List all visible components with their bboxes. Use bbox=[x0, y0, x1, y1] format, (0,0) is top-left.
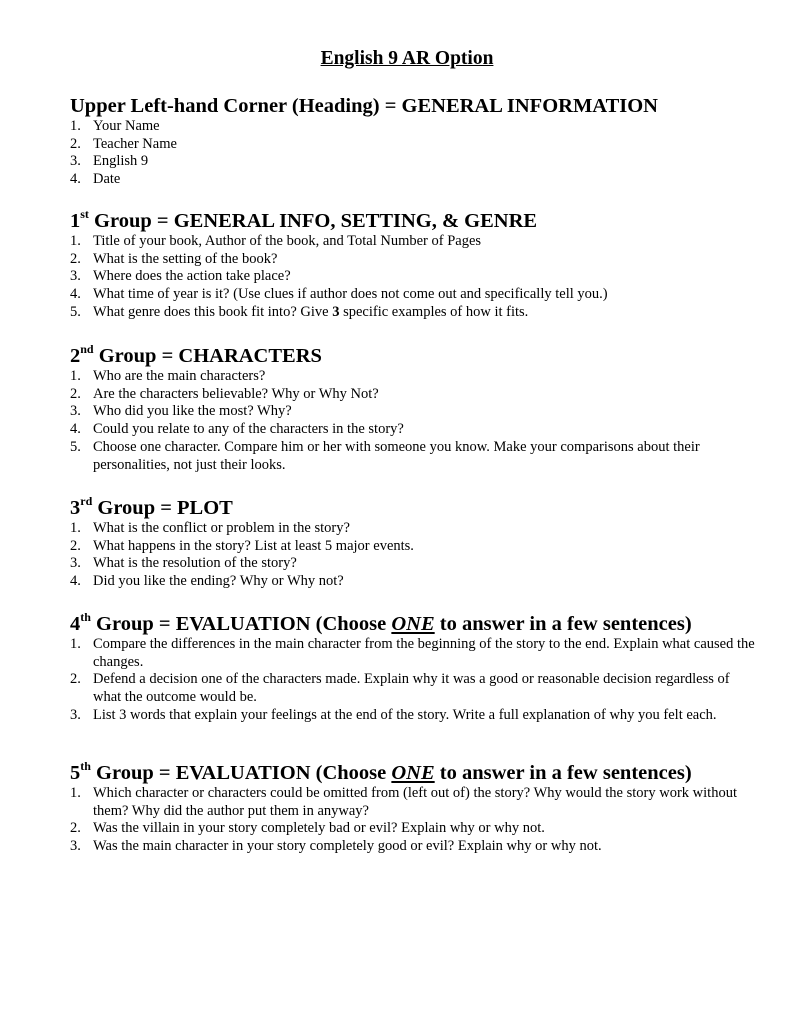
list-item: 1. Title of your book, Author of the book, and Total Number of Pages bbox=[70, 233, 482, 249]
section-group-5 bbox=[70, 761, 760, 856]
section-heading: 4th Group = EVALUATION (Choose ONE to answer in a few sentences) bbox=[70, 610, 692, 635]
list-item: 1. Compare the differences in the main character from the beginning of the story to the end. Explain what caused the changes. bbox=[70, 636, 755, 670]
list-item: 1. Which character or characters could be omitted from (left out of) the story? Why would the story work without them? Why did the author put them in anyway? bbox=[70, 785, 737, 819]
item-list bbox=[70, 118, 760, 189]
item-list bbox=[70, 368, 760, 474]
section-heading: 1st Group = GENERAL INFO, SETTING, & GENRE bbox=[70, 207, 538, 232]
list-item: 4. Could you relate to any of the characters in the story? bbox=[70, 421, 404, 438]
list-item: 4. Date bbox=[70, 171, 121, 188]
section-group-3 bbox=[70, 496, 760, 591]
list-item: 1. What is the conflict or problem in the story? bbox=[70, 520, 350, 536]
list-item: 5. What genre does this book fit into? Give 3 specific examples of how it fits. bbox=[70, 303, 529, 320]
section-group-2 bbox=[70, 344, 760, 474]
list-item: 5. Choose one character. Compare him or her with someone you know. Make your comparisons about their personalities, not just their looks. bbox=[70, 438, 700, 473]
list-item: 1. Your Name bbox=[70, 118, 160, 134]
list-item: 4. What time of year is it? (Use clues if author does not come out and specifically tell you.) bbox=[70, 286, 608, 303]
list-item: 3. What is the resolution of the story? bbox=[70, 555, 297, 572]
section-group-4 bbox=[70, 612, 760, 725]
section-general-information bbox=[70, 94, 760, 189]
list-item: 2. Was the villain in your story completely bad or evil? Explain why or why not. bbox=[70, 820, 545, 837]
list-item: 4. Did you like the ending? Why or Why not? bbox=[70, 573, 344, 590]
section-heading: 3rd Group = PLOT bbox=[70, 494, 233, 519]
item-list bbox=[70, 785, 760, 856]
section-group-1 bbox=[70, 209, 760, 322]
list-item: 3. English 9 bbox=[70, 153, 149, 170]
list-item: 2. Defend a decision one of the characters made. Explain why it was a good or reasonable decision regardless of what the outcome would be. bbox=[70, 671, 730, 706]
list-item: 2. What happens in the story? List at least 5 major events. bbox=[70, 537, 414, 554]
section-heading: 5th Group = EVALUATION (Choose ONE to answer in a few sentences) bbox=[70, 759, 692, 784]
list-item: 2. Teacher Name bbox=[70, 135, 177, 152]
item-list bbox=[70, 520, 760, 591]
list-item: 3. Was the main character in your story completely good or evil? Explain why or why not. bbox=[70, 838, 602, 855]
section-heading: 2nd Group = CHARACTERS bbox=[70, 342, 322, 367]
list-item: 2. Are the characters believable? Why or Why Not? bbox=[70, 385, 379, 402]
document-title: English 9 AR Option bbox=[320, 48, 494, 69]
section-heading: Upper Left-hand Corner (Heading) = GENERAL INFORMATION bbox=[70, 95, 658, 117]
item-list bbox=[70, 233, 760, 322]
item-list bbox=[70, 636, 760, 725]
list-item: 3. List 3 words that explain your feelings at the end of the story. Write a full explanation of why you felt each. bbox=[70, 706, 717, 723]
list-item: 3. Where does the action take place? bbox=[70, 268, 291, 285]
list-item: 1. Who are the main characters? bbox=[70, 368, 266, 384]
list-item: 2. What is the setting of the book? bbox=[70, 250, 278, 267]
list-item: 3. Who did you like the most? Why? bbox=[70, 403, 292, 420]
